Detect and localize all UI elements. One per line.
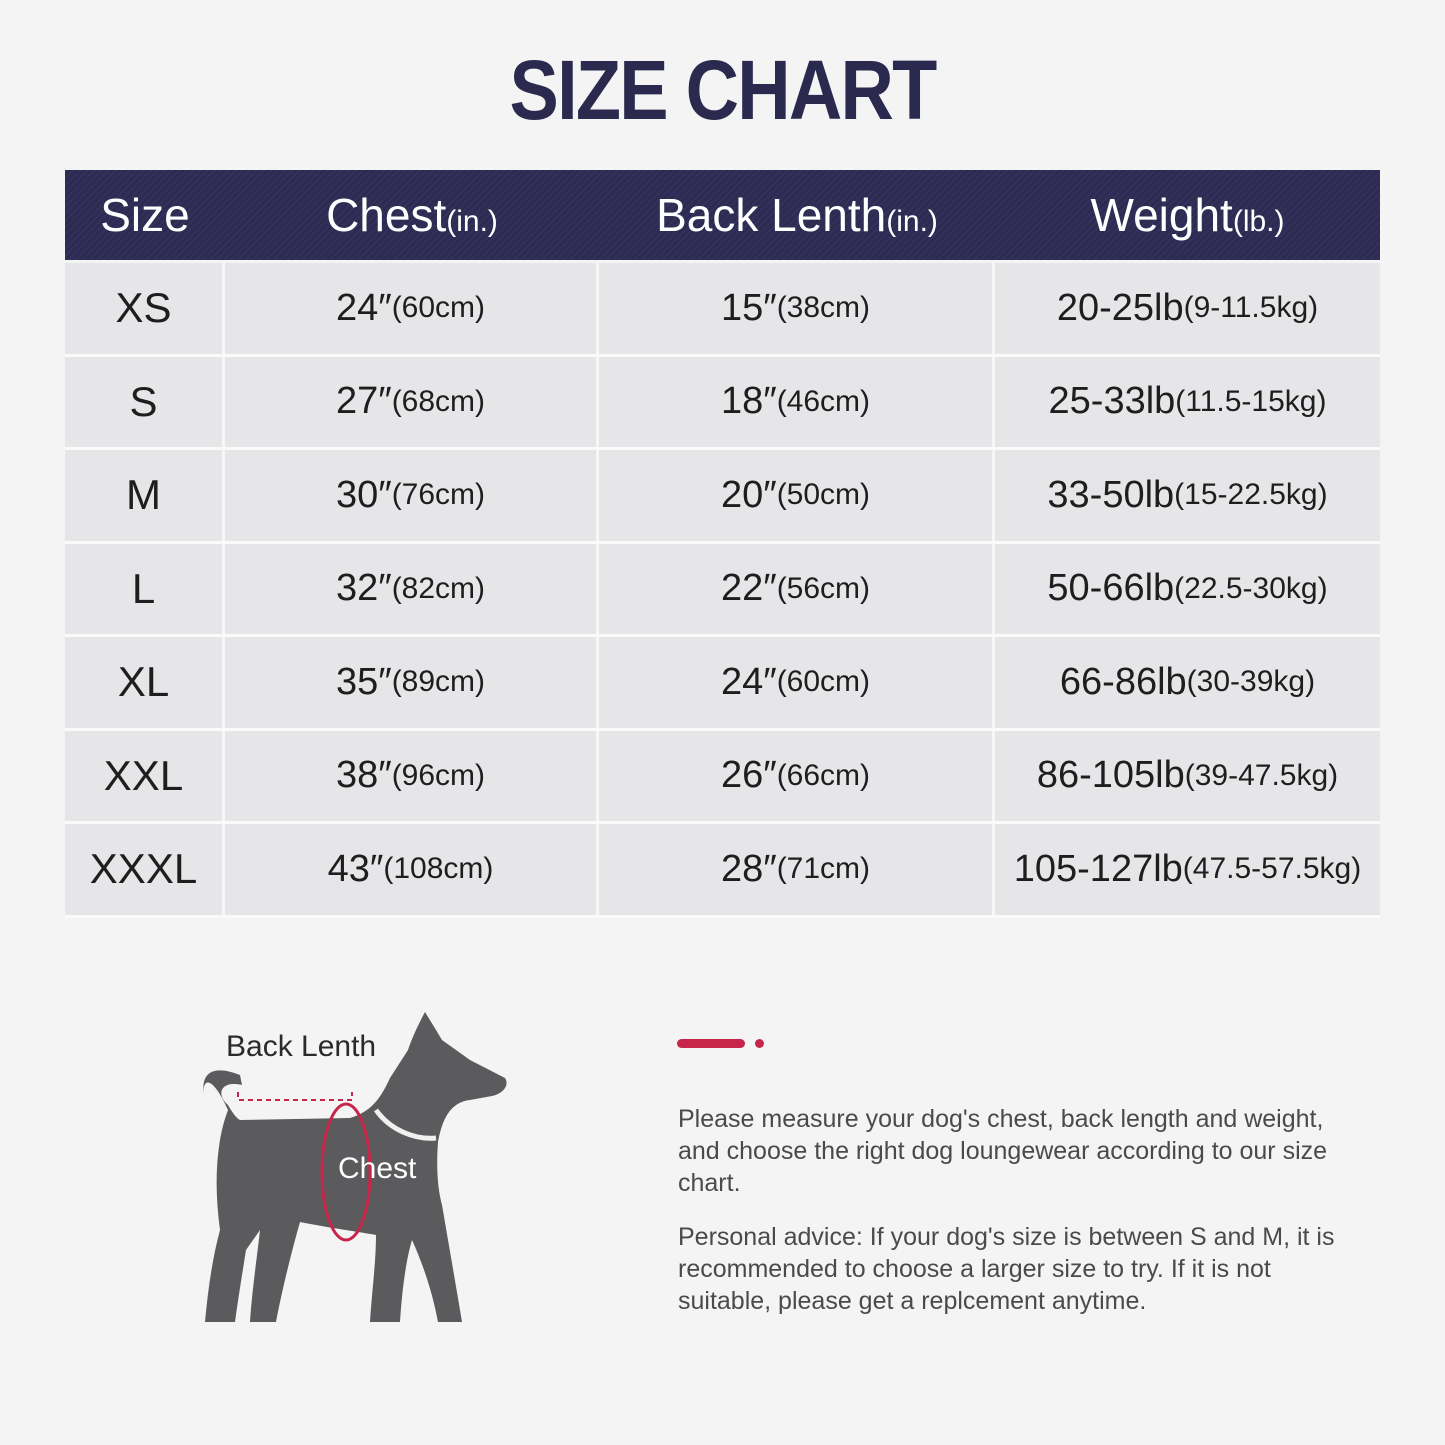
weight-cell-text: 50-66lb (1047, 567, 1175, 610)
chest-cell (225, 731, 599, 822)
weight-cell (995, 824, 1380, 915)
size-cell (65, 824, 225, 915)
back-length-cell (599, 450, 995, 541)
size-cell-text: S (129, 377, 158, 425)
chest-cell (225, 263, 599, 354)
chest-cell-text: (89cm) (391, 665, 486, 699)
size-cell-text: XXL (103, 751, 184, 799)
size-cell-text: XL (117, 658, 170, 706)
weight-cell-text: (15-22.5kg) (1174, 478, 1328, 512)
table-body (65, 263, 1380, 918)
back-length-cell-text: (66cm) (776, 758, 871, 792)
weight-cell-text: 25-33lb (1048, 380, 1176, 423)
size-cell (65, 357, 225, 448)
chest-cell-text: (60cm) (391, 291, 486, 325)
back-length-cell (599, 637, 995, 728)
back-length-cell-text: (46cm) (776, 384, 871, 418)
table-row (65, 357, 1380, 451)
weight-cell (995, 263, 1380, 354)
weight-cell-text: (30-39kg) (1186, 665, 1316, 699)
size-cell (65, 263, 225, 354)
back-length-cell (599, 544, 995, 635)
weight-cell (995, 544, 1380, 635)
back-measure-line (238, 1092, 352, 1100)
size-cell-text: L (131, 564, 156, 612)
chest-cell-text: 24″ (335, 286, 392, 329)
chest-cell-text: 27″ (335, 380, 392, 423)
weight-cell (995, 637, 1380, 728)
chest-cell-text: 35″ (335, 660, 392, 703)
weight-cell-text: (22.5-30kg) (1174, 571, 1328, 605)
table-row (65, 450, 1380, 544)
table-row (65, 824, 1380, 918)
chest-cell-text: (96cm) (391, 758, 486, 792)
back-length-cell-text: 22″ (720, 567, 777, 610)
table-row (65, 637, 1380, 731)
chest-cell-text: 30″ (335, 473, 392, 516)
weight-cell-text: (47.5-57.5kg) (1182, 852, 1362, 886)
table-row (65, 263, 1380, 357)
page-title: SIZE CHART (509, 43, 936, 137)
chest-cell-text: (68cm) (391, 384, 486, 418)
back-length-cell-text: 18″ (720, 380, 777, 423)
size-cell (65, 450, 225, 541)
accent-dot (755, 1039, 764, 1048)
back-length-label: Back Lenth (226, 1030, 377, 1063)
chest-cell-text: 43″ (327, 847, 384, 890)
back-length-cell-text: (56cm) (776, 571, 871, 605)
personal-advice: Personal advice: If your dog's size is between S and M, it is recommended to choose a larger size to try. If it is not suitable, please get a replcement anytime. (678, 1223, 1335, 1315)
size-cell (65, 637, 225, 728)
header-back-length: Back Lenth(in.) (656, 189, 938, 241)
chest-cell (225, 450, 599, 541)
back-length-cell-text: 26″ (720, 754, 777, 797)
size-table (65, 170, 1380, 918)
chest-label: Chest (338, 1152, 417, 1185)
back-length-cell-text: 24″ (720, 660, 777, 703)
table-header (65, 170, 1380, 260)
weight-cell-text: 86-105lb (1036, 754, 1185, 797)
back-length-cell (599, 357, 995, 448)
weight-cell-text: (9-11.5kg) (1183, 291, 1319, 325)
chest-cell (225, 637, 599, 728)
back-length-cell-text: (38cm) (776, 291, 871, 325)
header-weight: Weight(lb.) (1090, 189, 1285, 241)
back-length-cell-text: 15″ (720, 286, 777, 329)
measure-instructions: Please measure your dog's chest, back length and weight, and choose the right dog loungewear according to our size chart. (678, 1105, 1328, 1197)
chest-cell (225, 357, 599, 448)
chest-cell-text: (82cm) (391, 571, 486, 605)
chest-cell-text: (76cm) (391, 478, 486, 512)
accent-bar (677, 1039, 745, 1048)
chest-cell-text: 32″ (335, 567, 392, 610)
back-length-cell (599, 731, 995, 822)
back-length-cell-text: 20″ (720, 473, 777, 516)
weight-cell-text: (11.5-15kg) (1175, 384, 1327, 418)
size-cell (65, 544, 225, 635)
chest-cell-text: 38″ (335, 754, 392, 797)
weight-cell-text: (39-47.5kg) (1184, 758, 1339, 792)
weight-cell-text: 66-86lb (1059, 660, 1187, 703)
table-row (65, 731, 1380, 825)
weight-cell (995, 731, 1380, 822)
chest-cell-text: (108cm) (383, 852, 494, 886)
header-chest: Chest(in.) (326, 189, 498, 241)
size-cell-text: XXXL (89, 845, 198, 893)
back-length-cell-text: (71cm) (776, 852, 871, 886)
back-length-cell (599, 263, 995, 354)
chest-cell (225, 544, 599, 635)
back-length-cell (599, 824, 995, 915)
size-cell-text: XS (115, 284, 172, 332)
back-length-cell-text: (50cm) (776, 478, 871, 512)
size-cell (65, 731, 225, 822)
chest-cell (225, 824, 599, 915)
back-length-cell-text: (60cm) (776, 665, 871, 699)
size-cell-text: M (126, 471, 161, 519)
weight-cell (995, 450, 1380, 541)
back-length-cell-text: 28″ (720, 847, 777, 890)
weight-cell-text: 105-127lb (1013, 847, 1183, 890)
weight-cell (995, 357, 1380, 448)
header-size: Size (100, 189, 190, 241)
table-row (65, 544, 1380, 638)
weight-cell-text: 33-50lb (1047, 473, 1175, 516)
weight-cell-text: 20-25lb (1056, 286, 1184, 329)
